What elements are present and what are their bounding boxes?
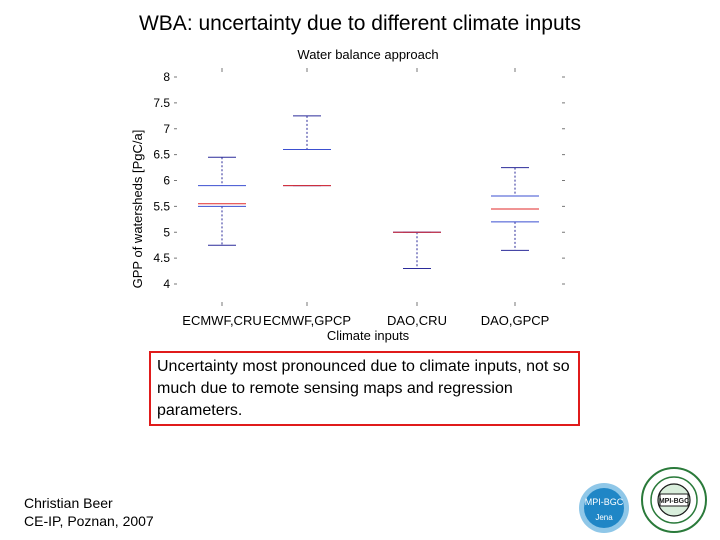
y-tick-label: 5 [163, 225, 170, 240]
note-text: Uncertainty most pronounced due to climate inputs, not so much due to remote sensing maps and regression parameters. [157, 358, 570, 419]
y-tick-label: 6.5 [153, 147, 170, 162]
y-axis-label: GPP of watersheds [PgC/a] [130, 129, 145, 289]
boxplot-chart [120, 44, 590, 344]
logo-left-label: MPI-BGC [584, 497, 624, 507]
chart-title: Water balance approach [297, 47, 439, 62]
logo-left-sublabel: Jena [595, 513, 613, 522]
y-tick-label: 4.5 [153, 251, 170, 266]
y-tick-label: 7.5 [153, 95, 170, 110]
box-0 [198, 157, 246, 245]
x-axis-label: Climate inputs [326, 328, 410, 343]
y-tick-label: 8 [163, 70, 170, 84]
mpi-bgc-logo [575, 482, 633, 534]
y-tick-label: 6 [163, 173, 170, 188]
y-axis [153, 68, 565, 306]
y-tick-label: 7 [163, 121, 170, 136]
x-tick-label: DAO,GPCP [480, 313, 550, 328]
note-box [149, 351, 580, 426]
author-name: Christian Beer [24, 495, 113, 511]
boxes [198, 116, 539, 269]
logo-right-label: MPI-BGC [658, 498, 690, 505]
author-event: CE-IP, Poznan, 2007 [24, 513, 154, 529]
author-block [24, 494, 154, 530]
x-tick-label: DAO,CRU [387, 313, 447, 328]
mpi-bgc-seal-logo [640, 466, 708, 534]
x-axis [182, 313, 549, 328]
y-tick-label: 4 [163, 277, 170, 291]
box-1 [283, 116, 331, 186]
box-3 [491, 168, 539, 251]
x-tick-label: ECMWF,CRU [182, 313, 262, 328]
x-tick-label: ECMWF,GPCP [262, 313, 352, 328]
chart-svg [120, 44, 590, 344]
y-tick-label: 5.5 [153, 199, 170, 214]
box-2 [393, 232, 441, 268]
slide-title: WBA: uncertainty due to different climate inputs [138, 12, 581, 35]
